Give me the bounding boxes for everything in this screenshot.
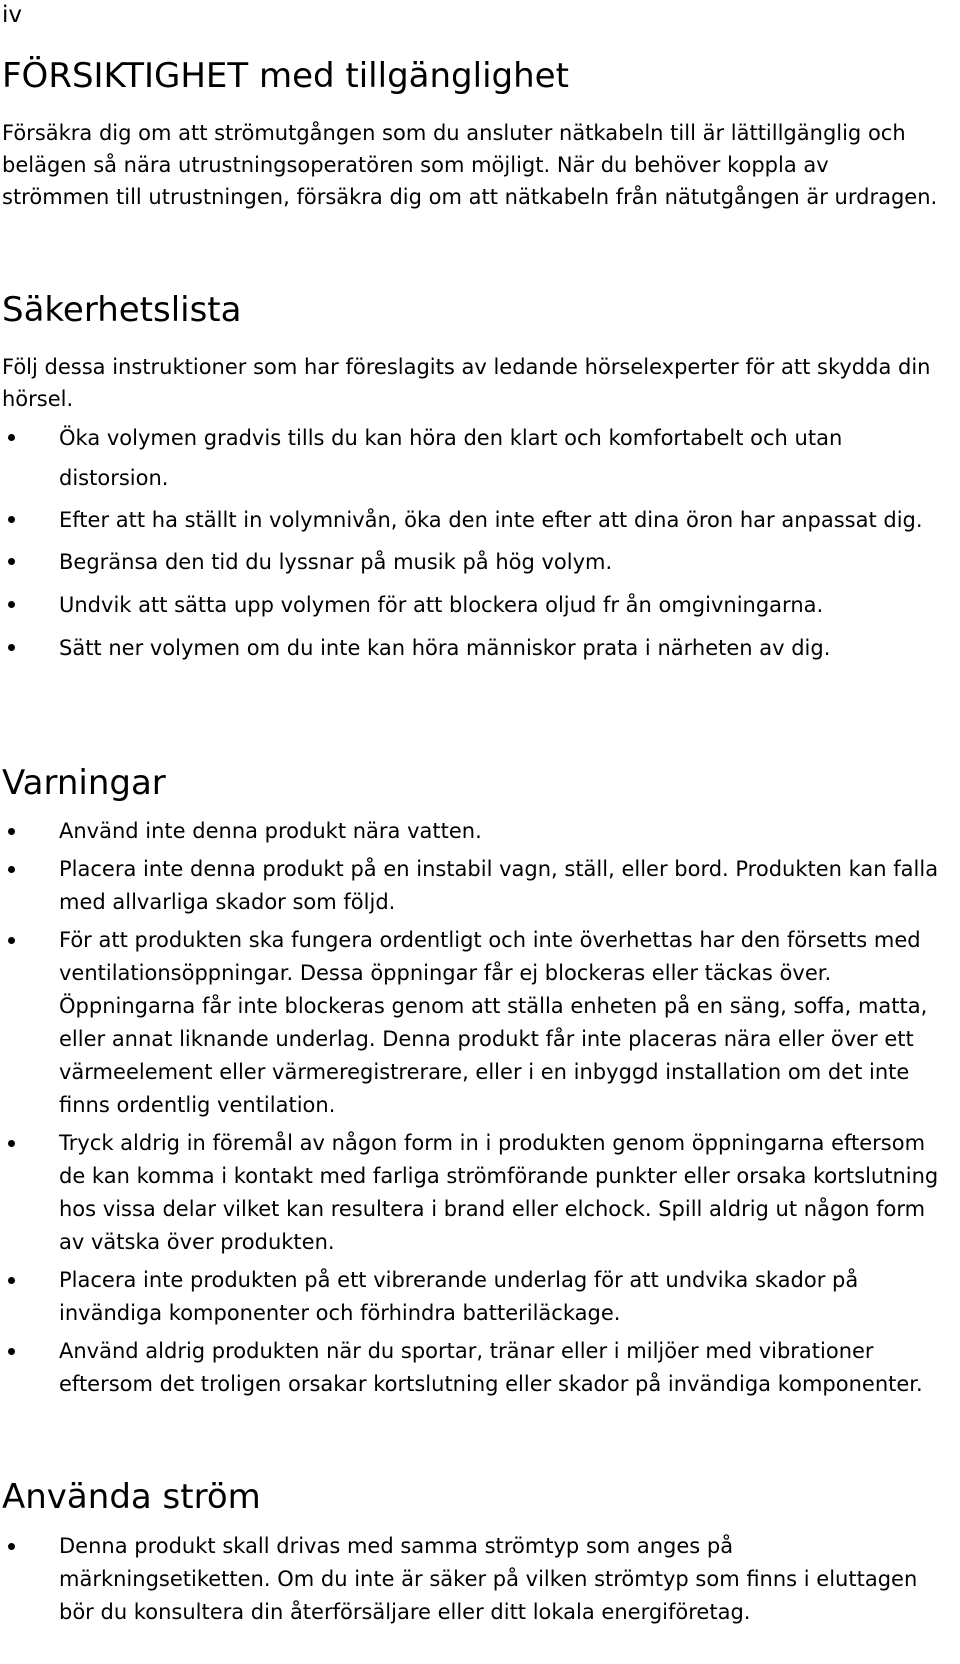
list-item-text: Undvik att sätta upp volymen för att blockera oljud fr ån omgivningarna. <box>59 593 824 617</box>
list-item-text: Denna produkt skall drivas med samma strömtyp som anges på märkningsetiketten. Om du inte är säker på vilken strömtyp som finns i eluttagen bör du konsultera din återförsäljare eller ditt lokala energiföretag. <box>59 1534 918 1624</box>
list-item <box>0 542 945 582</box>
section-heading-safety-list: Säkerhetslista <box>2 290 242 330</box>
list-item <box>0 500 945 540</box>
list-item <box>0 815 945 848</box>
bullet-icon <box>8 516 15 523</box>
list-item-text: Tryck aldrig in föremål av någon form in i produkten genom öppningarna eftersom de kan komma i kontakt med farliga strömförande punkter eller orsaka kortslutning hos vissa delar vilket kan resultera i brand eller elchock. Spill aldrig ut någon form av vätska över produkten. <box>59 1131 939 1254</box>
list-item <box>0 418 945 498</box>
bullet-icon <box>8 558 15 565</box>
bullet-icon <box>8 866 15 873</box>
section-heading-warnings: Varningar <box>2 763 166 803</box>
bullet-icon <box>8 1140 15 1147</box>
section-heading-accessibility-caution: FÖRSIKTIGHET med tillgänglighet <box>2 56 569 96</box>
list-item <box>0 1530 945 1629</box>
bullet-icon <box>8 1543 15 1550</box>
list-item <box>0 628 945 668</box>
bullet-icon <box>8 644 15 651</box>
section-heading-power-usage: Använda ström <box>2 1477 261 1517</box>
bullet-icon <box>8 434 15 441</box>
list-item-text: Öka volymen gradvis tills du kan höra den klart och komfortabelt och utan distorsion. <box>59 426 843 490</box>
bullet-icon <box>8 1277 15 1284</box>
bullet-icon <box>8 828 15 835</box>
list-item <box>0 1127 945 1259</box>
list-item-text: Placera inte denna produkt på en instabil vagn, ställ, eller bord. Produkten kan falla med allvarliga skador som följd. <box>59 857 939 914</box>
bullet-icon <box>8 601 15 608</box>
list-item <box>0 585 945 625</box>
list-item-text: Använd inte denna produkt nära vatten. <box>59 819 482 843</box>
list-item-text: Använd aldrig produkten när du sportar, tränar eller i miljöer med vibrationer eftersom det troligen orsakar kortslutning eller skador på invändiga komponenter. <box>59 1339 923 1396</box>
section-paragraph-accessibility-caution: Försäkra dig om att strömutgången som du ansluter nätkabeln till är lättillgänglig och belägen så nära utrustningsoperatören som möjligt. När du behöver koppla av strömmen till utrustningen, försäkra dig om att nätkabeln från nätutgången är urdragen. <box>2 121 938 209</box>
list-item <box>0 853 945 919</box>
power-bullet-list <box>0 1530 945 1629</box>
list-item <box>0 1264 945 1330</box>
bullet-icon <box>8 937 15 944</box>
bullet-icon <box>8 1348 15 1355</box>
list-item-text: Efter att ha ställt in volymnivån, öka den inte efter att dina öron har anpassat dig. <box>59 508 923 532</box>
list-item-text: Placera inte produkten på ett vibrerande underlag för att undvika skador på invändiga komponenter och förhindra batteriläckage. <box>59 1268 859 1325</box>
section-paragraph-safety-list: Följ dessa instruktioner som har föreslagits av ledande hörselexperter för att skydda din hörsel. <box>2 355 931 411</box>
list-item-text: För att produkten ska fungera ordentligt och inte överhettas har den försetts med ventilationsöppningar. Dessa öppningar får ej blockeras eller täckas över. Öppningarna får inte blockeras genom att ställa enheten på en säng, soffa, matta, eller annat liknande underlag. Denna produkt får inte placeras nära eller över ett värmeelement eller värmeregistrerare, eller i en inbyggd installation om det inte finns ordentlig ventilation. <box>59 928 928 1117</box>
list-item-text: Sätt ner volymen om du inte kan höra människor prata i närheten av dig. <box>59 636 831 660</box>
list-item <box>0 924 945 1122</box>
list-item-text: Begränsa den tid du lyssnar på musik på hög volym. <box>59 550 613 574</box>
list-item <box>0 1335 945 1401</box>
page-number: iv <box>2 2 23 28</box>
warnings-bullet-list <box>0 815 945 1406</box>
safety-bullet-list <box>0 418 945 671</box>
